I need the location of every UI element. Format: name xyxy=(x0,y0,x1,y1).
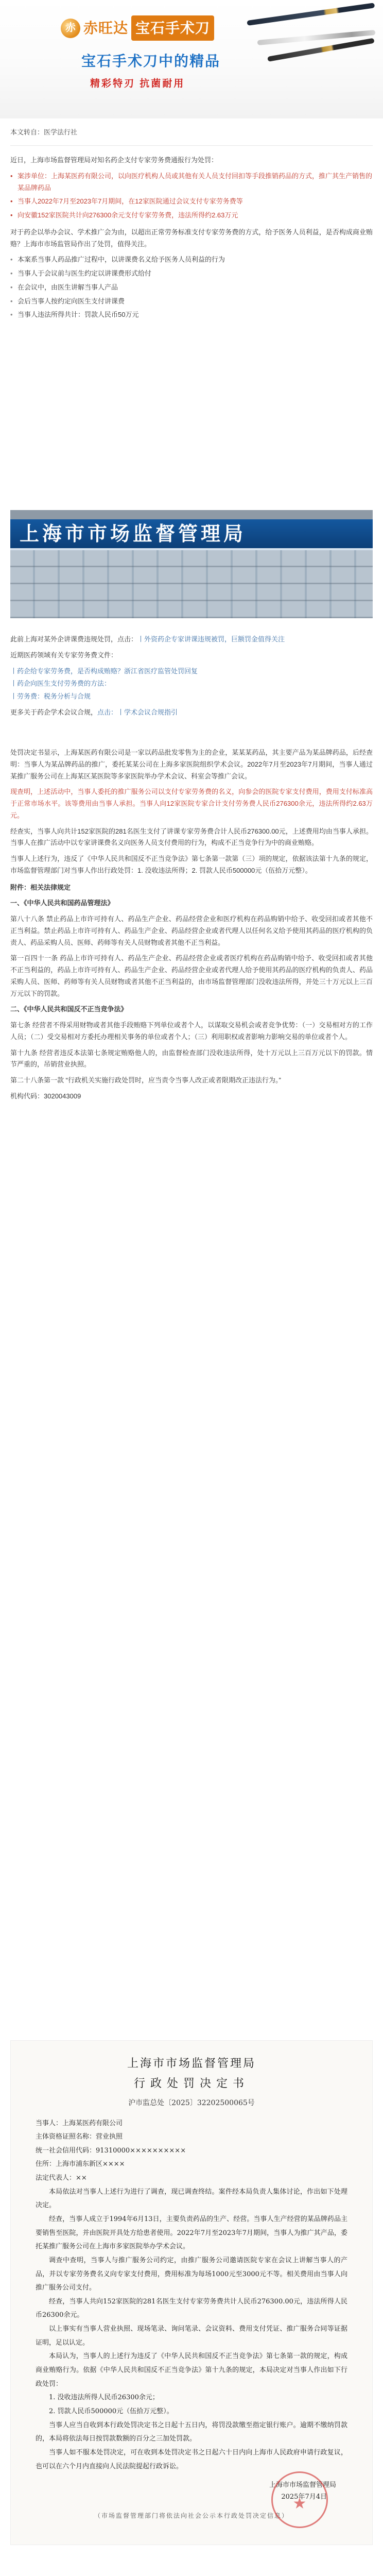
case-section xyxy=(10,747,373,1107)
intro-section xyxy=(10,155,373,323)
building-photo xyxy=(10,510,373,618)
scan-party-line: 法定代表人：×× xyxy=(36,2174,87,2182)
scan-party-line: 住所：上海市浦东新区×××× xyxy=(36,2160,125,2168)
scan-paragraph: 1. 没收违法所得人民币26300余元； xyxy=(49,2394,159,2402)
list-item: • 会后当事人按约定向医生支付讲课费 xyxy=(10,296,373,308)
law-paragraph: 第一百四十一条 药品上市许可持有人、药品生产企业、药品经营企业或者医疗机构在药品购销中给予、收受回扣或者其他不正当利益的，药品上市许可持有人、药品生产企业、药品经营企业或者代理人给予使用其药品的医疗机构的负责人、药品采购人员、医师、药师等有关人员财物或者其他不正当利益的，由市场监督管理部门没收违法所得，并处三十万元以上三百万元以下的罚款。 xyxy=(10,954,373,997)
case-paragraph: 当事人上述行为，违反了《中华人民共和国反不正当竞争法》第七条第一款第（三）项的规定，依据该法第十九条的规定，市场监督管理部门对当事人作出行政处罚：1. 没收违法所得；2. 罚款人民币500000元（伍拾万元整）。 xyxy=(10,855,373,874)
related-line: 此前上海对某外企讲课费违规处罚，点击：丨外资药企专家讲课违规被罚，巨额罚金值得关注 xyxy=(10,635,285,643)
scan-agency: 上海市市场监督管理局 xyxy=(127,2057,256,2070)
law-paragraph: 第八十八条 禁止药品上市许可持有人、药品生产企业、药品经营企业和医疗机构在药品购销中给予、收受回扣或者其他不正当利益。禁止药品上市许可持有人、药品生产企业、药品经营企业或者代理人以任何名义给予使用其药品的医疗机构的负责人、药品采购人员、医师、药师等有关人员财物或者其他不正当利益。 xyxy=(10,915,373,946)
scan-party-line: 统一社会信用代码：91310000×××××××××× xyxy=(36,2146,186,2155)
scan-paragraph: 调查中查明，当事人与推广服务公司约定，由推广服务公司邀请医院专家在会议上讲解当事人的产品，并以专家劳务费名义向专家支付费用，费用标准为每场1000元至3000元不等。相关费用由当事人向推广服务公司支付。 xyxy=(36,2256,347,2292)
brand-name: 赤旺达 xyxy=(83,20,129,36)
scan-title: 行政处罚决定书 xyxy=(133,2077,249,2090)
scan-paragraph: 以上事实有当事人营业执照、现场笔录、询问笔录、会议资料、费用支付凭证、推广服务合同等证据证明，足以认定。 xyxy=(36,2325,347,2347)
related-link[interactable]: 丨劳务费：税务分析与合规 xyxy=(10,692,91,700)
pen-image xyxy=(247,3,375,26)
intro-paragraph: 对于药企以举办会议、学术推广会为由，以超出正常劳务标准支付专家劳务费的方式，给予医务人员利益，是否构成商业贿赂？上海市市场监管局作出了处罚，值得关注。 xyxy=(10,228,373,248)
building-sign-text: 上海市市场监督管理局 xyxy=(20,521,247,545)
list-item: • 案涉单位：上海某医药有限公司，以向医疗机构人员或其他有关人员支付回扣等手段推销药品的方式，推广其生产销售的某品牌药品 xyxy=(10,171,373,194)
case-paragraph: 经查实，当事人向共计152家医院的281名医生支付了讲课专家劳务费合计人民币276300.00元，上述费用均由当事人承担。当事人在推广活动中以专家讲课费名义向医务人员支付费用的行为，构成不正当竞争行为中的商业贿赂。 xyxy=(10,827,373,847)
official-seal xyxy=(271,2471,328,2528)
law-paragraph: 第二十八条第一款 “行政机关实施行政处罚时，应当责令当事人改正或者限期改正违法行为。” xyxy=(10,1076,281,1084)
decision-scan xyxy=(10,2040,373,2545)
scan-paragraph: 当事人如不服本处罚决定，可在收到本处罚决定书之日起六十日内向上海市人民政府申请行政复议，也可以在六个月内直接向人民法院提起行政诉讼。 xyxy=(36,2448,347,2470)
scan-footer: （市场监督管理部门将依法向社会公示本行政处罚决定信息） xyxy=(94,2512,289,2519)
related-link[interactable]: 丨外资药企专家讲课违规被罚，巨额罚金值得关注 xyxy=(137,635,285,643)
list-item: • 当事人于会议前与医生约定以讲课费形式给付 xyxy=(10,268,373,280)
related-link[interactable]: 丨药企向医生支付劳务费的方法： xyxy=(10,680,111,688)
scan-paragraph: 经查，当事人成立于1994年6月13日，主要负责药品的生产、经营。当事人生产经营的某品牌药品主要销售至医院，并由医院开具处方给患者使用。2022年7月至2023年7月期间，当事人为推广其产品，委托某推广服务公司在上海市多家医院举办学术会议。 xyxy=(36,2215,347,2251)
source-line: 本文转自：医学法行社 xyxy=(10,128,78,136)
law-title: 二、《中华人民共和国反不正当竞争法》 xyxy=(10,1005,128,1013)
related-heading: 近期医药领域有关专家劳务费文件： xyxy=(10,651,118,659)
related-link[interactable]: 点击：丨学术会议合规指引 xyxy=(97,708,178,716)
banner-title: 宝石手术刀中的精品 xyxy=(81,53,221,69)
source-section xyxy=(10,127,373,139)
brand-tag: 宝石手术刀 xyxy=(131,15,214,41)
list-item: • 当事人违法所得共计：罚款人民币50万元 xyxy=(10,309,373,321)
top-banner xyxy=(0,0,383,118)
list-item: • 向安徽152家医院共计向276300余元支付专家劳务费，违法所得约2.63万元 xyxy=(10,210,373,222)
related-line: 更多关于药企学术会议合规，点击：丨学术会议合规指引 xyxy=(10,708,178,716)
building-sign xyxy=(10,519,373,548)
law-paragraph: 第七条 经营者不得采用财物或者其他手段贿赂下列单位或者个人，以谋取交易机会或者竞争优势：（一）交易相对方的工作人员；（二）受交易相对方委托办理相关事务的单位或者个人；（三）利用职权或者影响力影响交易的单位或者个人。 xyxy=(10,1021,373,1041)
law-title: 一、《中华人民共和国药品管理法》 xyxy=(10,899,114,907)
related-section xyxy=(10,634,373,723)
scan-signature-date: 2025年7月4日 xyxy=(281,2493,327,2501)
scan-signature-agency: 上海市市场监督管理局 xyxy=(269,2481,336,2489)
related-link[interactable]: 丨药企给专家劳务费，是否构成贿赂？浙江省医疗监管处罚回复 xyxy=(10,667,198,675)
banner-slogan: 精彩特刃 抗菌耐用 xyxy=(90,78,185,89)
divider xyxy=(10,145,373,146)
list-item: • 当事人2022年7月至2023年7月期间，在12家医院通过会议支付专家劳务费等 xyxy=(10,196,373,208)
law-heading: 附件：相关法律规定 xyxy=(10,883,71,891)
intro-lead: 近日，上海市场监督管理局对知名药企支付专家劳务费通报行为处罚： xyxy=(10,156,218,164)
doc-code-line: 机构代码：3020043009 xyxy=(10,1092,81,1100)
list-item: • 本案系当事人药品推广过程中，以讲课费名义给予医务人员利益的行为 xyxy=(10,254,373,266)
brand-row xyxy=(61,15,214,41)
scan-party-line: 当事人：上海某医药有限公司 xyxy=(36,2119,123,2127)
intro-highlight-list xyxy=(10,171,373,222)
list-item: • 在会议中，由医生讲解当事人产品 xyxy=(10,282,373,294)
scan-paragraph: 2. 罚款人民币500000元（伍拾万元整）。 xyxy=(49,2407,173,2415)
scan-body xyxy=(11,2110,372,2474)
case-paragraph: 处罚决定书显示，上海某医药有限公司是一家以药品批发零售为主的企业，某某某药品，其主要产品为某品牌药品，后经查明：当事人为某品牌药品的推广，委托某某公司在上海多家医院组织学术会议。2022年7月至2023年7月期间，当事人通过某推广服务公司在上海某区某医院等多家医院举办学术会议、科室会等推广会议。 xyxy=(10,749,373,780)
scan-paragraph: 经查，当事人共向152家医院的281名医生支付专家劳务费共计人民币276300.00元，违法所得人民币26300余元。 xyxy=(36,2297,347,2319)
law-paragraph: 第十九条 经营者违反本法第七条规定贿赂他人的，由监督检查部门没收违法所得，处十万元以上三百万元以下的罚款。情节严重的，吊销营业执照。 xyxy=(10,1048,373,1069)
scan-paragraph: 本局依法对当事人上述行为进行了调查，现已调查终结。案件经本局负责人集体讨论，作出如下处理决定。 xyxy=(36,2188,347,2210)
brand-logo-icon: 赤 xyxy=(61,19,80,38)
scan-doc-number: 沪市监总处〔2025〕32202500065号 xyxy=(128,2099,255,2107)
intro-grey-list xyxy=(10,254,373,321)
scan-party-line: 主体资格证照名称：营业执照 xyxy=(36,2133,123,2141)
scan-paragraph: 本局认为，当事人的上述行为违反了《中华人民共和国反不正当竞争法》第七条第一款的规定，构成商业贿赂行为。依据《中华人民共和国反不正当竞争法》第十九条的规定，本局决定对当事人作出如下行政处罚： xyxy=(36,2352,347,2388)
scan-paragraph: 当事人应当自收到本行政处罚决定书之日起十五日内，将罚没款缴至指定银行账户。逾期不缴纳罚款的，本局将依法每日按罚款数额的百分之三加处罚款。 xyxy=(36,2421,347,2443)
case-paragraph-highlight: 现查明，上述活动中，当事人委托的推广服务公司以支付专家劳务费的名义，向参会的医院专家支付费用，费用支付标准高于正常市场水平。该等费用由当事人承担。当事人向12家医院专家合计支付劳务费人民币276300余元，违法所得约2.63万元。 xyxy=(10,788,373,819)
